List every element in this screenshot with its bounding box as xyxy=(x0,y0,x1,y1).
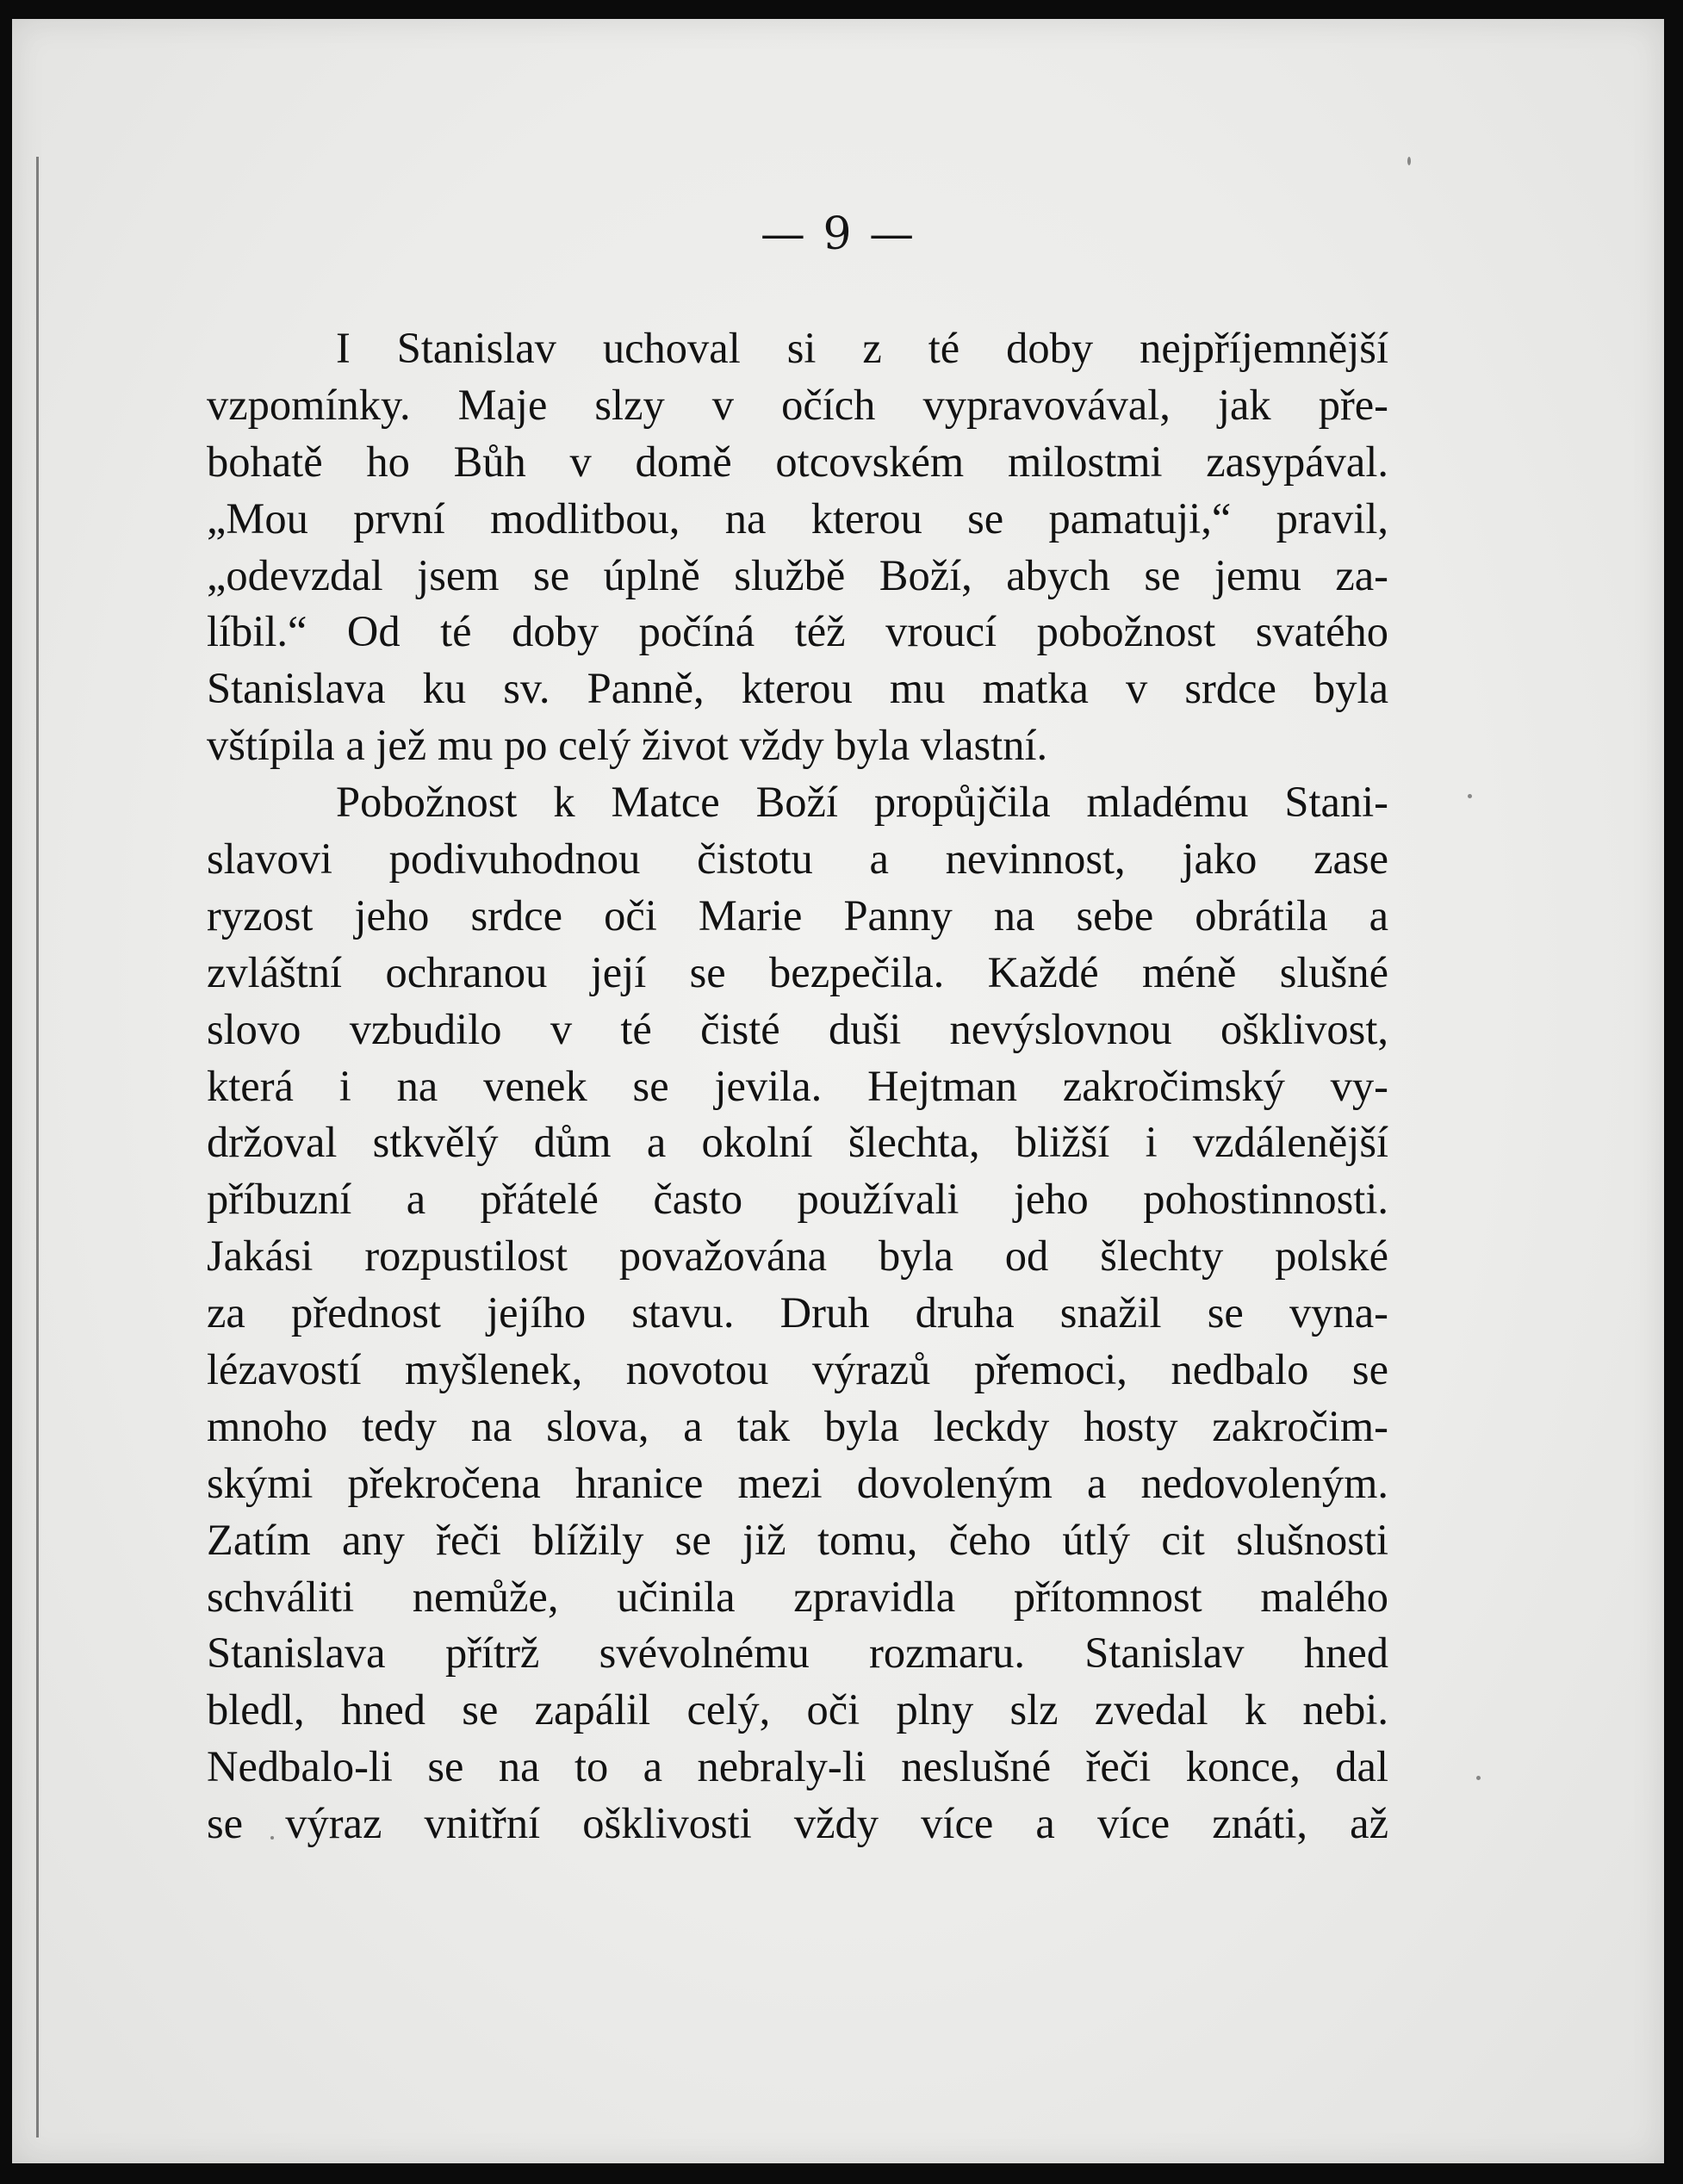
paragraph xyxy=(207,774,1388,1852)
text-line: bohatě ho Bůh v domě otcovském milostmi zasypával. xyxy=(207,437,1388,486)
text-line: zvláštní ochranou její se bezpečila. Každé méně slušné xyxy=(207,947,1388,996)
text-line: za přednost jejího stavu. Druh druha snažil se vyna- xyxy=(207,1288,1388,1337)
text-line: schváliti nemůže, učinila zpravidla přítomnost malého xyxy=(207,1572,1388,1621)
text-line: slovo vzbudilo v té čisté duši nevýslovnou ošklivost, xyxy=(207,1004,1388,1053)
text-line: Nedbalo-li se na to a nebraly-li neslušné řeči konce, dal xyxy=(207,1742,1388,1791)
text-line: Jakási rozpustilost považována byla od šlechty polské xyxy=(207,1232,1388,1281)
text-line: slavovi podivuhodnou čistotu a nevinnost, jako zase xyxy=(207,835,1388,884)
text-line: I Stanislav uchoval si z té doby nejpříjemnější xyxy=(336,324,1388,372)
paper-speck xyxy=(1468,794,1472,798)
text-line: Stanislava ku sv. Panně, kterou mu matka v srdce byla xyxy=(207,664,1388,713)
text-line: „Mou první modlitbou, na kterou se pamatuji,“ pravil, xyxy=(207,493,1388,543)
text-line: Stanislava přítrž svévolnému rozmaru. Stanislav hned xyxy=(207,1629,1388,1678)
paper-speck xyxy=(1407,157,1411,165)
text-line: skými překročena hranice mezi dovoleným a nedovoleným. xyxy=(207,1458,1388,1507)
text-line: Zatím any řeči blížily se již tomu, čeho útlý cit slušnosti xyxy=(207,1515,1388,1564)
book-page xyxy=(12,19,1664,2163)
text-line: „odevzdal jsem se úplně službě Boží, abych se jemu za- xyxy=(207,550,1388,599)
paragraph xyxy=(207,320,1388,774)
text-line: ryzost jeho srdce oči Marie Panny na sebe obrátila a xyxy=(207,890,1388,940)
text-line: mnoho tedy na slova, a tak byla leckdy hosty zakročim- xyxy=(207,1401,1388,1450)
paper-speck xyxy=(1476,1776,1481,1780)
text-line: která i na venek se jevila. Hejtman zakročimský vy- xyxy=(207,1061,1388,1110)
text-line: lézavostí myšlenek, novotou výrazů přemoci, nedbalo se xyxy=(207,1345,1388,1394)
body-text xyxy=(207,320,1388,1852)
text-line: bledl, hned se zapálil celý, oči plny slz zvedal k nebi. xyxy=(207,1685,1388,1734)
text-line: držoval stkvělý dům a okolní šlechta, bližší i vzdálenější xyxy=(207,1118,1388,1167)
text-line: se výraz vnitřní ošklivosti vždy více a více znáti, až xyxy=(207,1799,1388,1848)
binding-edge xyxy=(36,157,39,2137)
text-line: líbil.“ Od té doby počíná též vroucí pobožnost svatého xyxy=(207,607,1388,656)
page-number: — 9 — xyxy=(760,208,916,260)
text-line: příbuzní a přátelé často používali jeho pohostinnosti. xyxy=(207,1175,1388,1224)
text-line: vzpomínky. Maje slzy v očích vypravovával, jak pře- xyxy=(207,380,1388,429)
text-line: Pobožnost k Matce Boží propůjčila mladému Stani- xyxy=(336,778,1388,827)
text-line: vštípila a jež mu po celý život vždy byla vlastní. xyxy=(207,721,1048,770)
